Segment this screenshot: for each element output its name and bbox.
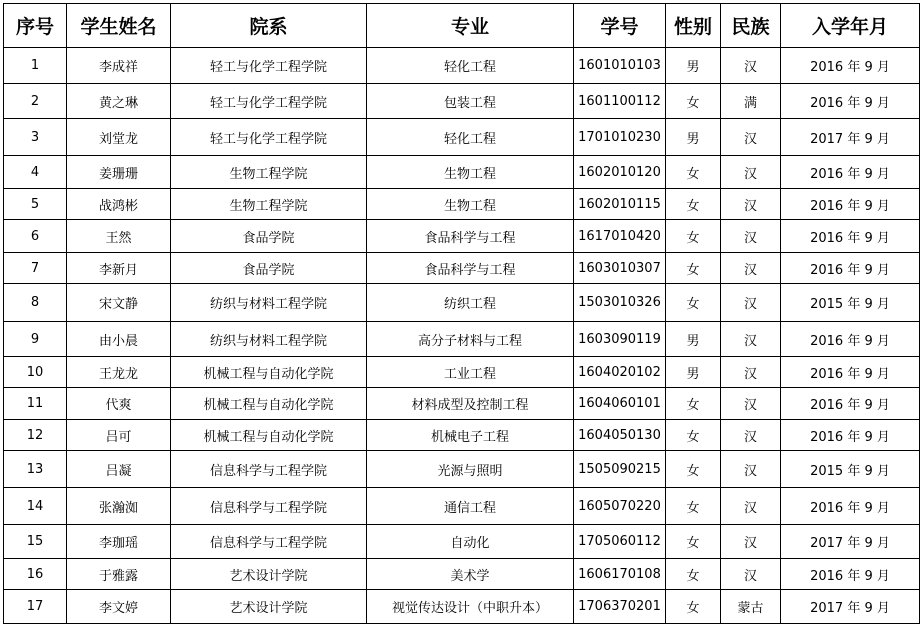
cell-ethnicity: 汉	[721, 253, 781, 284]
cell-student-name: 吕可	[67, 420, 171, 451]
cell-major: 纺织工程	[367, 284, 574, 322]
cell-index: 15	[4, 525, 67, 559]
table-row	[4, 48, 920, 84]
cell-student-id: 1601100112	[574, 84, 666, 119]
cell-student-name: 战鸿彬	[67, 189, 171, 220]
table-body	[4, 48, 920, 624]
cell-department: 信息科学与工程学院	[171, 451, 367, 488]
table-row	[4, 388, 920, 420]
cell-ethnicity: 汉	[721, 48, 781, 84]
cell-student-name: 李成祥	[67, 48, 171, 84]
cell-ethnicity: 汉	[721, 220, 781, 253]
cell-gender: 女	[666, 525, 721, 559]
cell-department: 生物工程学院	[171, 156, 367, 189]
header-student-id: 学号	[574, 4, 666, 48]
table-row	[4, 284, 920, 322]
cell-gender: 男	[666, 322, 721, 357]
cell-department: 纺织与材料工程学院	[171, 284, 367, 322]
cell-gender: 女	[666, 590, 721, 624]
cell-major: 生物工程	[367, 189, 574, 220]
cell-enrollment-date: 2017 年 9 月	[781, 525, 920, 559]
cell-student-id: 1602010120	[574, 156, 666, 189]
cell-enrollment-date: 2016 年 9 月	[781, 420, 920, 451]
table-row	[4, 420, 920, 451]
cell-major: 材料成型及控制工程	[367, 388, 574, 420]
cell-student-name: 吕凝	[67, 451, 171, 488]
cell-department: 生物工程学院	[171, 189, 367, 220]
cell-ethnicity: 满	[721, 84, 781, 119]
table-row	[4, 357, 920, 388]
cell-student-id: 1603090119	[574, 322, 666, 357]
cell-major: 食品科学与工程	[367, 220, 574, 253]
cell-student-name: 黄之琳	[67, 84, 171, 119]
cell-ethnicity: 汉	[721, 525, 781, 559]
cell-gender: 女	[666, 220, 721, 253]
cell-major: 光源与照明	[367, 451, 574, 488]
cell-student-name: 李新月	[67, 253, 171, 284]
cell-enrollment-date: 2016 年 9 月	[781, 156, 920, 189]
cell-enrollment-date: 2015 年 9 月	[781, 284, 920, 322]
cell-major: 轻化工程	[367, 119, 574, 156]
cell-index: 6	[4, 220, 67, 253]
cell-index: 16	[4, 559, 67, 590]
table-row	[4, 189, 920, 220]
cell-gender: 男	[666, 119, 721, 156]
cell-gender: 女	[666, 451, 721, 488]
cell-student-name: 王龙龙	[67, 357, 171, 388]
cell-student-id: 1706370201	[574, 590, 666, 624]
cell-student-id: 1705060112	[574, 525, 666, 559]
cell-gender: 男	[666, 357, 721, 388]
cell-student-id: 1617010420	[574, 220, 666, 253]
cell-department: 食品学院	[171, 253, 367, 284]
cell-department: 轻工与化学工程学院	[171, 48, 367, 84]
cell-department: 机械工程与自动化学院	[171, 357, 367, 388]
table-row	[4, 119, 920, 156]
cell-index: 8	[4, 284, 67, 322]
cell-gender: 女	[666, 488, 721, 525]
cell-major: 通信工程	[367, 488, 574, 525]
cell-enrollment-date: 2016 年 9 月	[781, 48, 920, 84]
cell-enrollment-date: 2016 年 9 月	[781, 357, 920, 388]
cell-enrollment-date: 2016 年 9 月	[781, 488, 920, 525]
table-row	[4, 156, 920, 189]
cell-ethnicity: 汉	[721, 388, 781, 420]
cell-gender: 女	[666, 284, 721, 322]
cell-major: 视觉传达设计（中职升本）	[367, 590, 574, 624]
cell-index: 14	[4, 488, 67, 525]
table-row	[4, 590, 920, 624]
cell-student-name: 由小晨	[67, 322, 171, 357]
cell-index: 2	[4, 84, 67, 119]
header-student-name: 学生姓名	[67, 4, 171, 48]
cell-major: 高分子材料与工程	[367, 322, 574, 357]
table-row	[4, 525, 920, 559]
student-table	[3, 3, 920, 624]
cell-gender: 女	[666, 156, 721, 189]
cell-department: 机械工程与自动化学院	[171, 388, 367, 420]
table-row	[4, 84, 920, 119]
cell-index: 11	[4, 388, 67, 420]
cell-major: 工业工程	[367, 357, 574, 388]
cell-student-name: 宋文静	[67, 284, 171, 322]
cell-department: 轻工与化学工程学院	[171, 119, 367, 156]
cell-enrollment-date: 2016 年 9 月	[781, 189, 920, 220]
cell-ethnicity: 汉	[721, 451, 781, 488]
cell-major: 食品科学与工程	[367, 253, 574, 284]
cell-enrollment-date: 2016 年 9 月	[781, 253, 920, 284]
cell-ethnicity: 汉	[721, 119, 781, 156]
cell-index: 4	[4, 156, 67, 189]
header-enrollment-date: 入学年月	[781, 4, 920, 48]
cell-index: 7	[4, 253, 67, 284]
cell-department: 信息科学与工程学院	[171, 525, 367, 559]
cell-student-id: 1505090215	[574, 451, 666, 488]
cell-enrollment-date: 2016 年 9 月	[781, 84, 920, 119]
cell-student-name: 张瀚洳	[67, 488, 171, 525]
cell-ethnicity: 汉	[721, 488, 781, 525]
cell-index: 17	[4, 590, 67, 624]
cell-student-id: 1701010230	[574, 119, 666, 156]
cell-department: 艺术设计学院	[171, 590, 367, 624]
header-ethnicity: 民族	[721, 4, 781, 48]
table-row	[4, 559, 920, 590]
cell-department: 食品学院	[171, 220, 367, 253]
table-row	[4, 488, 920, 525]
cell-index: 9	[4, 322, 67, 357]
table-row	[4, 253, 920, 284]
cell-student-name: 李文婷	[67, 590, 171, 624]
cell-major: 包装工程	[367, 84, 574, 119]
cell-student-id: 1601010103	[574, 48, 666, 84]
table-row	[4, 220, 920, 253]
cell-student-name: 刘堂龙	[67, 119, 171, 156]
cell-enrollment-date: 2017 年 9 月	[781, 590, 920, 624]
cell-department: 机械工程与自动化学院	[171, 420, 367, 451]
cell-gender: 女	[666, 189, 721, 220]
cell-gender: 女	[666, 420, 721, 451]
cell-enrollment-date: 2015 年 9 月	[781, 451, 920, 488]
cell-student-id: 1603010307	[574, 253, 666, 284]
cell-ethnicity: 汉	[721, 156, 781, 189]
cell-student-id: 1604060101	[574, 388, 666, 420]
cell-student-id: 1503010326	[574, 284, 666, 322]
cell-ethnicity: 汉	[721, 559, 781, 590]
cell-student-name: 代爽	[67, 388, 171, 420]
cell-student-id: 1606170108	[574, 559, 666, 590]
cell-major: 自动化	[367, 525, 574, 559]
cell-enrollment-date: 2016 年 9 月	[781, 322, 920, 357]
cell-index: 10	[4, 357, 67, 388]
cell-gender: 女	[666, 84, 721, 119]
cell-index: 13	[4, 451, 67, 488]
table-row	[4, 451, 920, 488]
cell-enrollment-date: 2016 年 9 月	[781, 388, 920, 420]
cell-index: 12	[4, 420, 67, 451]
cell-enrollment-date: 2016 年 9 月	[781, 220, 920, 253]
cell-student-name: 王然	[67, 220, 171, 253]
cell-ethnicity: 蒙古	[721, 590, 781, 624]
header-department: 院系	[171, 4, 367, 48]
table-header	[4, 4, 920, 48]
header-gender: 性别	[666, 4, 721, 48]
cell-gender: 男	[666, 48, 721, 84]
cell-student-name: 于雅露	[67, 559, 171, 590]
cell-index: 1	[4, 48, 67, 84]
cell-ethnicity: 汉	[721, 322, 781, 357]
cell-student-name: 李珈瑶	[67, 525, 171, 559]
cell-index: 3	[4, 119, 67, 156]
cell-ethnicity: 汉	[721, 357, 781, 388]
header-index: 序号	[4, 4, 67, 48]
header-row	[4, 4, 920, 48]
cell-gender: 女	[666, 253, 721, 284]
cell-ethnicity: 汉	[721, 420, 781, 451]
cell-student-id: 1605070220	[574, 488, 666, 525]
cell-ethnicity: 汉	[721, 284, 781, 322]
header-major: 专业	[367, 4, 574, 48]
cell-major: 生物工程	[367, 156, 574, 189]
cell-enrollment-date: 2017 年 9 月	[781, 119, 920, 156]
cell-department: 纺织与材料工程学院	[171, 322, 367, 357]
cell-department: 轻工与化学工程学院	[171, 84, 367, 119]
cell-student-id: 1604020102	[574, 357, 666, 388]
cell-ethnicity: 汉	[721, 189, 781, 220]
cell-gender: 女	[666, 388, 721, 420]
cell-major: 美术学	[367, 559, 574, 590]
cell-gender: 女	[666, 559, 721, 590]
table-row	[4, 322, 920, 357]
cell-department: 信息科学与工程学院	[171, 488, 367, 525]
cell-student-name: 姜珊珊	[67, 156, 171, 189]
cell-index: 5	[4, 189, 67, 220]
cell-department: 艺术设计学院	[171, 559, 367, 590]
cell-major: 机械电子工程	[367, 420, 574, 451]
cell-enrollment-date: 2016 年 9 月	[781, 559, 920, 590]
cell-student-id: 1604050130	[574, 420, 666, 451]
cell-major: 轻化工程	[367, 48, 574, 84]
cell-student-id: 1602010115	[574, 189, 666, 220]
